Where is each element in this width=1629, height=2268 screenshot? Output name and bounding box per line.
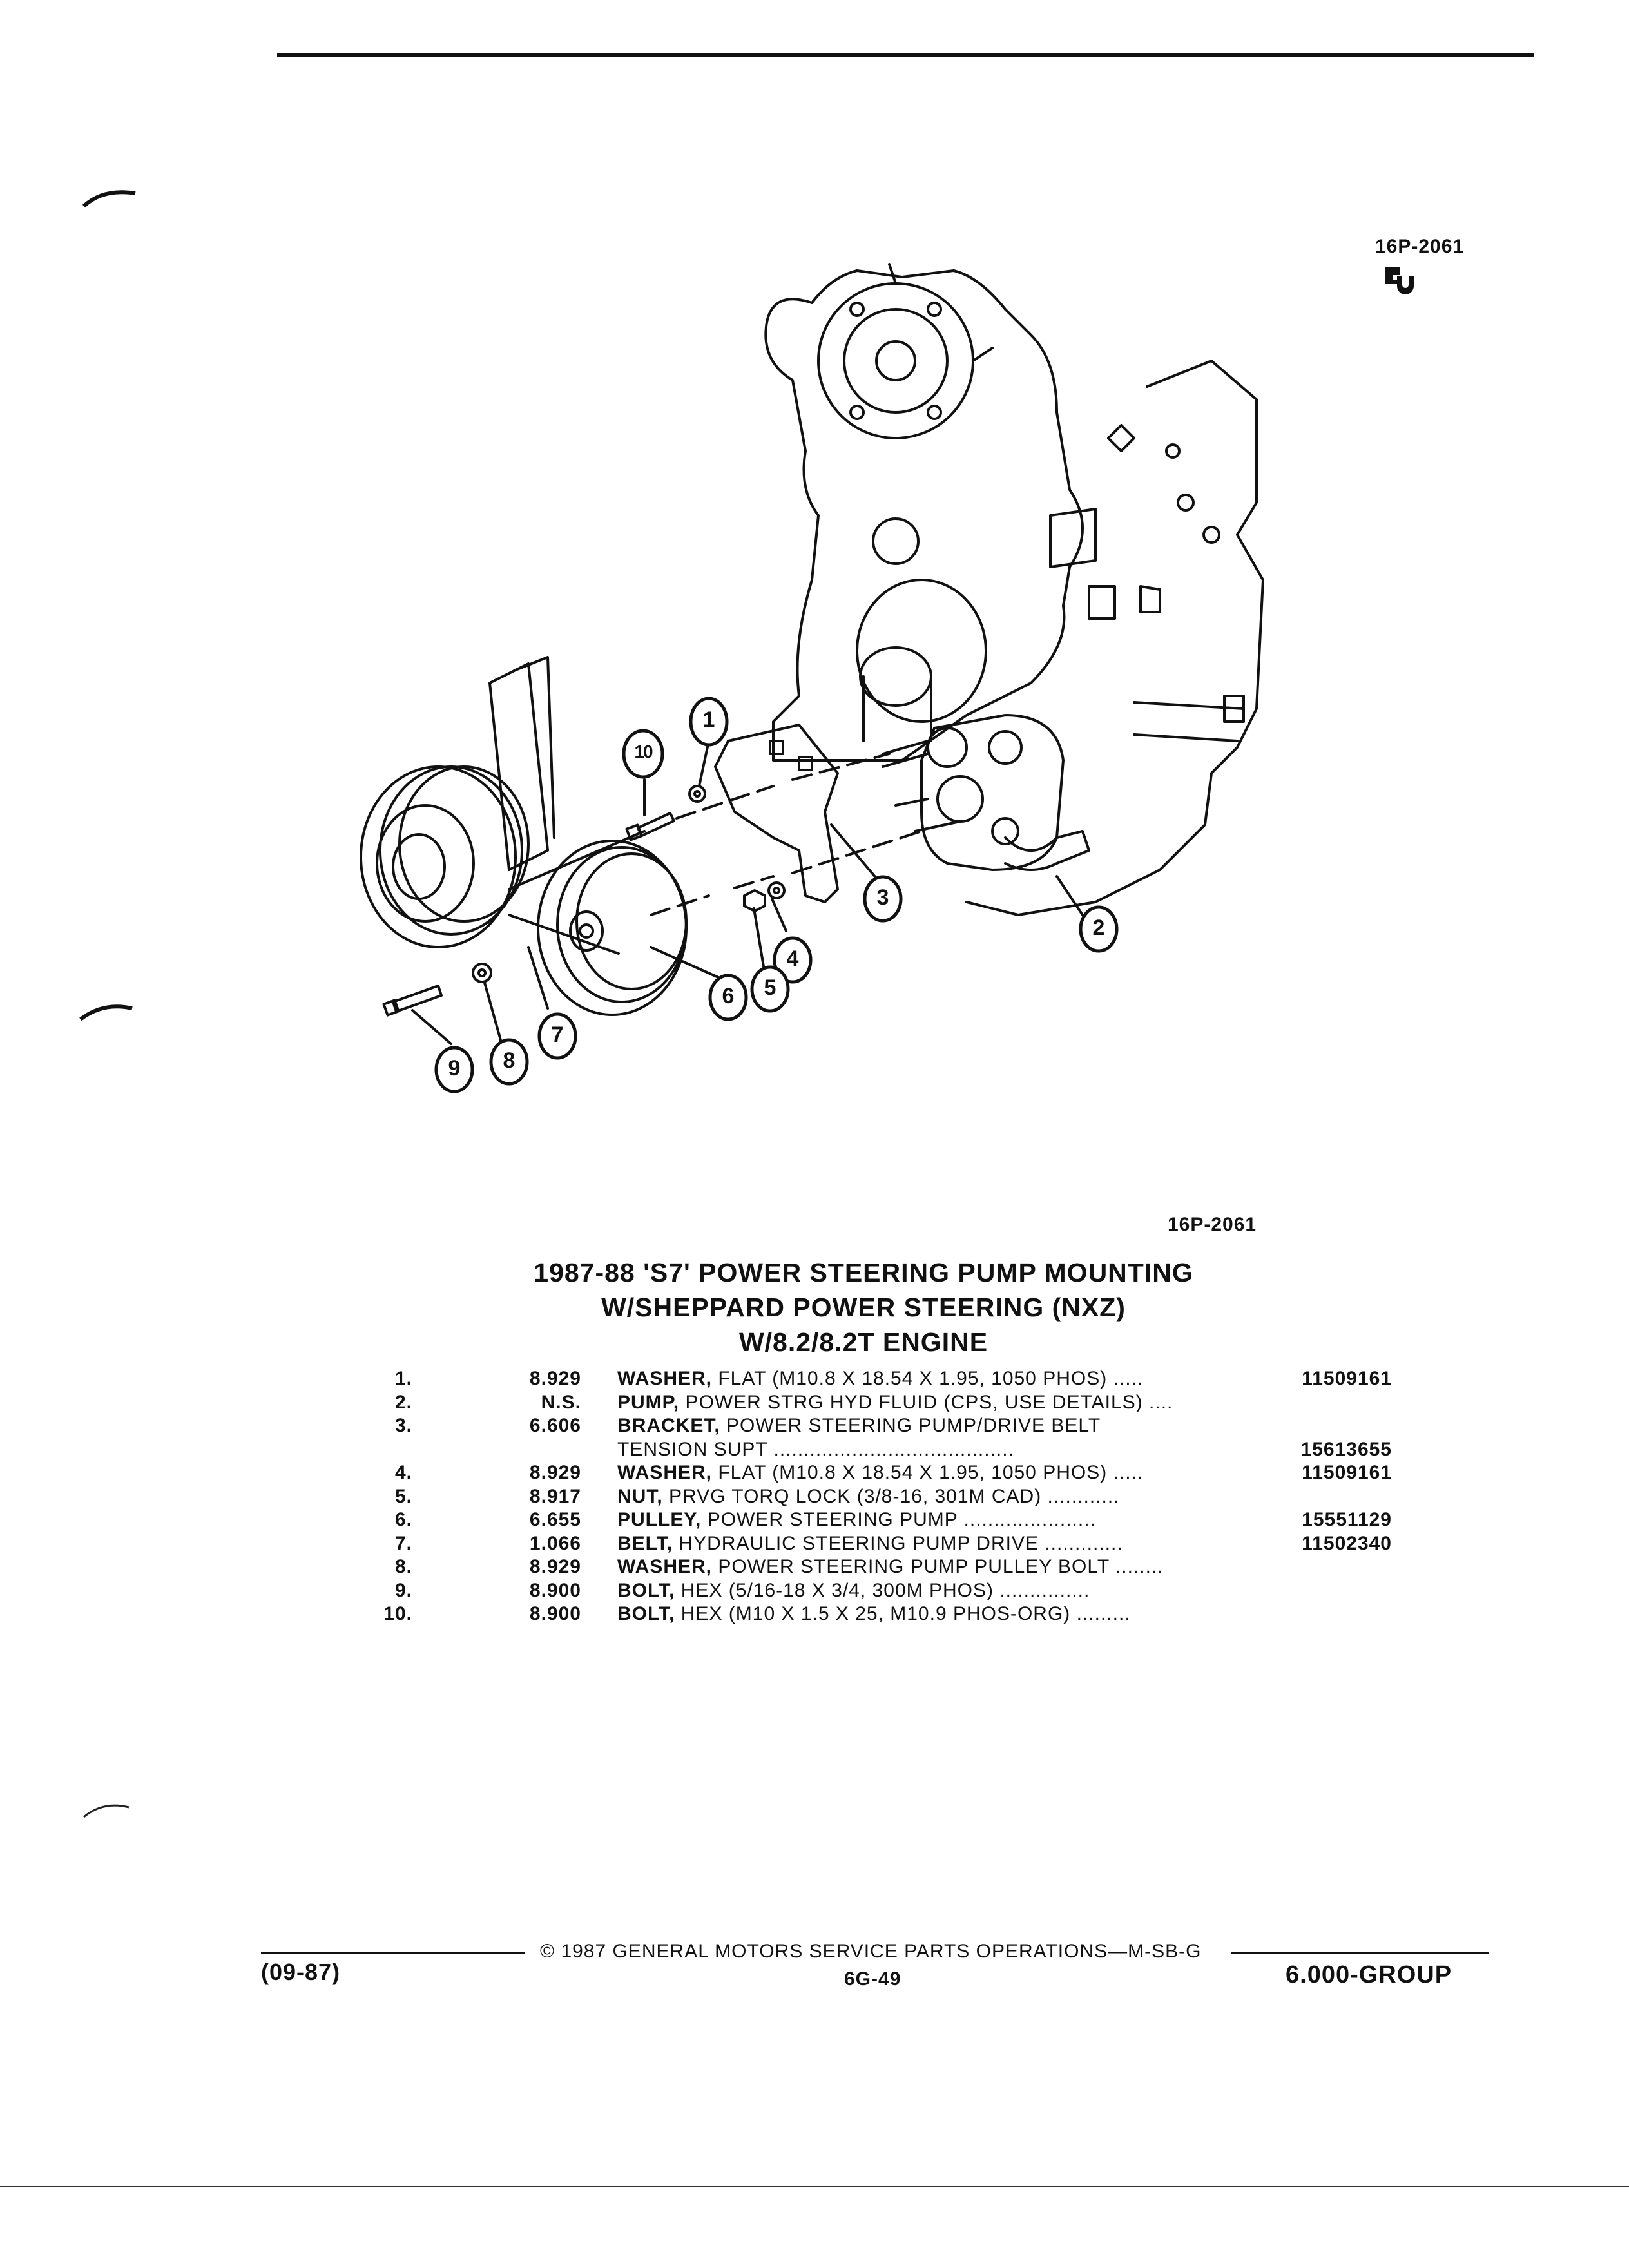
group-code: 8.900 (529, 1579, 581, 1601)
callout-1: 1 (702, 707, 715, 732)
callout-9: 9 (448, 1056, 461, 1081)
part-number: 11502340 (1302, 1532, 1392, 1554)
part-description (617, 1438, 1276, 1462)
callout-2: 2 (1092, 916, 1105, 940)
part-detail: HEX (5/16-18 X 3/4, 300M PHOS) ............... (680, 1579, 1090, 1601)
group-code: 8.929 (529, 1462, 581, 1483)
item-number: 2. (394, 1391, 412, 1413)
group-code: 1.066 (529, 1532, 581, 1554)
item-number: 9. (394, 1579, 412, 1601)
part-number: 15551129 (1302, 1509, 1392, 1530)
item-number: 3. (394, 1415, 412, 1436)
page-number: 6G-49 (844, 1968, 901, 1990)
part-detail: HEX (M10 X 1.5 X 25, M10.9 PHOS-ORG) ......... (680, 1603, 1131, 1624)
part-name: PUMP, (617, 1391, 680, 1413)
parts-row (361, 1438, 1392, 1462)
part-description (617, 1485, 1276, 1509)
part-name: WASHER, (617, 1462, 713, 1483)
callout-3: 3 (876, 885, 889, 910)
group-code: 6.655 (529, 1509, 581, 1530)
item-number: 7. (394, 1532, 412, 1554)
part-description (617, 1508, 1276, 1532)
revision-date: (09-87) (261, 1959, 341, 1985)
parts-row (361, 1508, 1392, 1532)
scan-edge-line (0, 2186, 1629, 2187)
parts-row (361, 1367, 1392, 1391)
parts-row (361, 1391, 1392, 1415)
part-detail: FLAT (M10.8 X 18.54 X 1.95, 1050 PHOS) ..... (718, 1368, 1144, 1389)
callout-4: 4 (786, 947, 799, 971)
parts-row (361, 1461, 1392, 1485)
part-detail: POWER STEERING PUMP/DRIVE BELT (726, 1415, 1101, 1436)
group-code: 8.929 (529, 1556, 581, 1577)
part-detail: POWER STEERING PUMP ...................... (707, 1509, 1096, 1530)
figure-id-bottom: 16P-2061 (1168, 1214, 1257, 1235)
group-code: N.S. (541, 1391, 581, 1413)
callout-8: 8 (503, 1048, 516, 1073)
parts-list (361, 1367, 1392, 1626)
part-detail: HYDRAULIC STEERING PUMP DRIVE ............. (679, 1532, 1123, 1554)
parts-row (361, 1602, 1392, 1626)
part-name: BOLT, (617, 1603, 675, 1624)
caption-line-3: W/8.2/8.2T ENGINE (738, 1327, 988, 1357)
item-number: 1. (394, 1368, 412, 1389)
caption-line-1: 1987-88 'S7' POWER STEERING PUMP MOUNTING (534, 1258, 1193, 1287)
group-code: 8.900 (529, 1603, 581, 1624)
part-name: WASHER, (617, 1556, 713, 1577)
part-detail: POWER STEERING PUMP PULLEY BOLT ........ (718, 1556, 1164, 1577)
item-number: 6. (394, 1509, 412, 1530)
parts-row (361, 1532, 1392, 1556)
part-name: BRACKET, (617, 1415, 720, 1436)
callout-6: 6 (722, 984, 735, 1008)
part-name: BOLT, (617, 1579, 675, 1601)
part-description (617, 1461, 1276, 1485)
parts-row (361, 1555, 1392, 1579)
part-name: WASHER, (617, 1368, 713, 1389)
part-description (617, 1579, 1276, 1603)
part-description (617, 1367, 1276, 1391)
group-code: 8.917 (529, 1485, 581, 1507)
copyright-line: © 1987 GENERAL MOTORS SERVICE PARTS OPERATIONS—M-SB-G (540, 1941, 1202, 1962)
part-description (617, 1532, 1276, 1556)
part-name: PULLEY, (617, 1509, 702, 1530)
group-code: 8.929 (529, 1368, 581, 1389)
part-detail: POWER STRG HYD FLUID (CPS, USE DETAILS) .... (685, 1391, 1173, 1413)
item-number: 8. (394, 1556, 412, 1577)
footer-rule-right (1231, 1952, 1489, 1954)
part-detail: TENSION SUPT ........................................ (617, 1438, 1014, 1460)
group-code: 6.606 (529, 1415, 581, 1436)
figure-id-top: 16P-2061 (1375, 236, 1465, 257)
part-number: 15613655 (1300, 1438, 1392, 1460)
callout-5: 5 (764, 975, 776, 1000)
part-detail: PRVG TORQ LOCK (3/8-16, 301M CAD) ............ (669, 1485, 1120, 1507)
part-description (617, 1555, 1276, 1579)
part-name: NUT, (617, 1485, 663, 1507)
part-description (617, 1391, 1276, 1415)
part-name: BELT, (617, 1532, 673, 1554)
parts-row (361, 1414, 1392, 1438)
part-detail: FLAT (M10.8 X 18.54 X 1.95, 1050 PHOS) ..... (718, 1462, 1144, 1483)
part-number: 11509161 (1302, 1462, 1392, 1483)
part-description (617, 1602, 1276, 1626)
callout-10: 10 (634, 742, 652, 762)
parts-row (361, 1485, 1392, 1509)
part-number: 11509161 (1302, 1368, 1392, 1389)
item-number: 10. (383, 1603, 412, 1624)
footer-rule-left (261, 1952, 525, 1954)
item-number: 4. (394, 1462, 412, 1483)
part-description (617, 1414, 1276, 1438)
parts-row (361, 1579, 1392, 1603)
caption-line-2: W/SHEPPARD POWER STEERING (NXZ) (601, 1293, 1126, 1322)
callout-7: 7 (551, 1023, 564, 1047)
item-number: 5. (394, 1485, 412, 1507)
group-number: 6.000-GROUP (1286, 1961, 1452, 1988)
